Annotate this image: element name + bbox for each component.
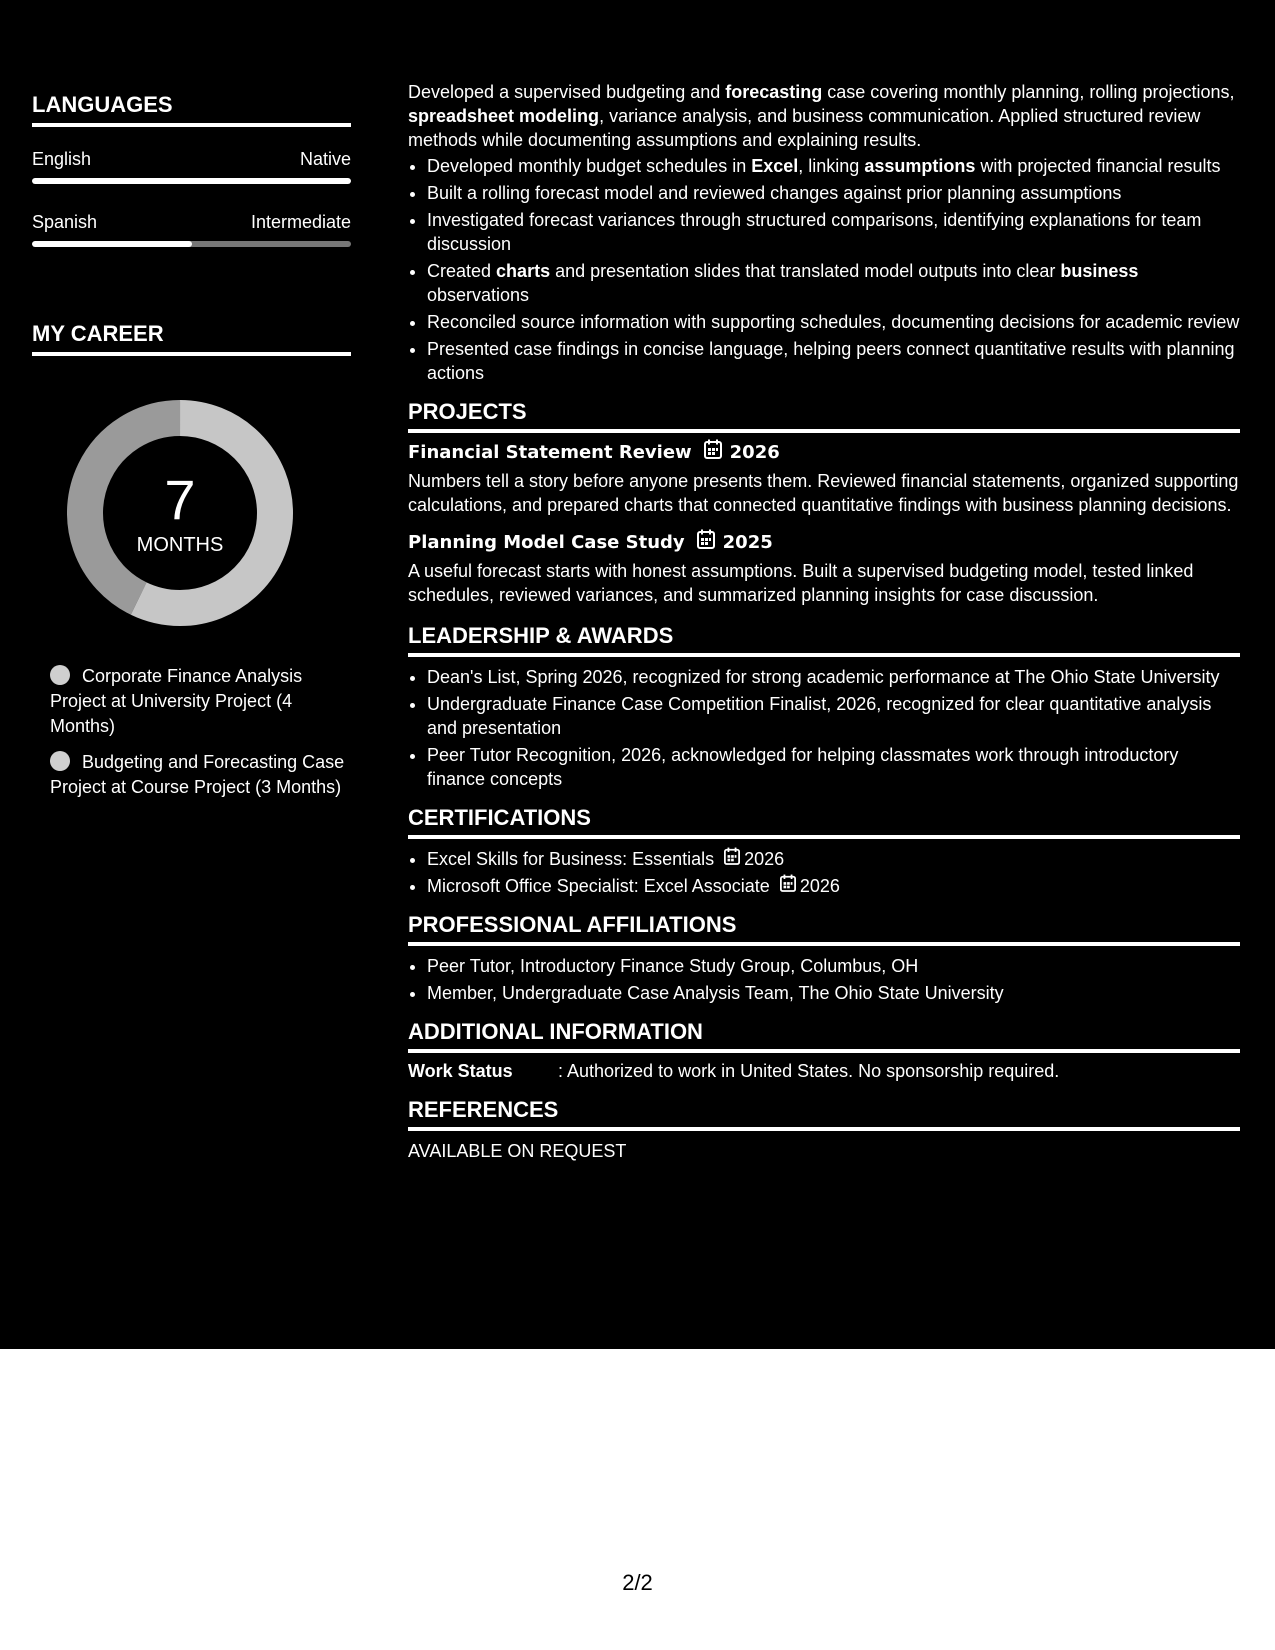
project-year: 2026 [729,442,780,463]
projects-heading: PROJECTS [408,399,1240,433]
certification-year: 2026 [799,876,840,896]
text-run: Developed a supervised budgeting and [408,82,726,102]
bold-text: assumptions [864,156,976,176]
language-level: Intermediate [250,212,351,232]
project-entry [408,529,1240,607]
career-item [50,750,351,800]
experience-bullet [427,154,1240,178]
affiliations-heading: PROFESSIONAL AFFILIATIONS [408,912,1240,946]
certifications-heading: CERTIFICATIONS [408,805,1240,839]
page-number: 2/2 [622,1570,653,1595]
references-text: AVAILABLE ON REQUEST [408,1141,627,1161]
bold-text: forecasting [725,82,823,102]
text-run: Presented case findings in concise language, helping peers connect quantitative results with planning actions [427,339,1235,383]
calendar-icon [697,529,715,557]
certification-name: • Excel Skills for Business: Essentials [427,849,715,869]
text-run: case covering monthly planning, rolling projections, [822,82,1235,102]
languages-heading: LANGUAGES [32,92,351,127]
text-run: observations [427,285,530,305]
work-status-value: : Authorized to work in United States. No sponsorship required. [558,1061,1060,1081]
language-name: English [32,149,92,169]
language-proficiency-fill [32,178,351,184]
language-spanish [32,211,351,247]
circle-bullet-icon [50,751,70,771]
certification-item [427,874,1240,898]
leadership-item: • Dean's List, Spring 2026, recognized for strong academic performance at The Ohio State University [427,665,1240,689]
experience-bullets [408,154,1240,385]
text-run: Created [427,261,497,281]
experience-bullet [427,337,1240,385]
sidebar [32,92,351,811]
leadership-list [408,665,1240,791]
certification-name: • Microsoft Office Specialist: Excel Associate [427,876,770,896]
language-english [32,148,351,184]
work-status-label: Work Status [408,1061,513,1081]
project-title: Financial Statement Review [408,442,692,463]
leadership-item: • Peer Tutor Recognition, 2026, acknowledged for helping classmates work through introductory finance concepts [427,743,1240,791]
certification-item [427,847,1240,871]
leadership-item: • Undergraduate Finance Case Competition Finalist, 2026, recognized for clear quantitative analysis and presentation [427,692,1240,740]
project-entry [408,439,1240,517]
text-run: , variance analysis, and business communication. Applied structured review methods while documenting assumptions and explaining results. [408,106,1201,150]
affiliations-list [408,954,1240,1005]
calendar-icon [704,439,722,467]
career-months-unit: MONTHS [136,534,224,556]
circle-bullet-icon [50,665,70,685]
experience-summary [408,80,1240,152]
main-content [408,80,1240,1163]
leadership-heading: LEADERSHIP & AWARDS [408,623,1240,657]
bold-text: spreadsheet modeling [408,106,600,126]
project-description: Numbers tell a story before anyone presents them. Reviewed financial statements, organized supporting calculations, and prepared charts that connected quantitative findings with business planning decisions. [408,471,1239,515]
calendar-icon [780,874,796,898]
calendar-icon [724,847,740,871]
experience-bullet [427,310,1240,334]
text-run: , linking [798,156,865,176]
text-run: with projected financial results [975,156,1221,176]
text-run: Investigated forecast variances through structured comparisons, identifying explanations for team discussion [427,210,1202,254]
language-level: Native [299,149,351,169]
text-run: and presentation slides that translated model outputs into clear [550,261,1061,281]
language-name: Spanish [32,212,98,232]
experience-bullet [427,259,1240,307]
certification-year: 2026 [744,849,785,869]
career-months-number: 7 [164,468,196,531]
project-description: A useful forecast starts with honest assumptions. Built a supervised budgeting model, tested linked schedules, reviewed variances, and summarized planning insights for case discussion. [408,561,1194,605]
bold-text: Excel [751,156,799,176]
experience-bullet [427,181,1240,205]
text-run: Reconciled source information with supporting schedules, documenting decisions for academic review [427,312,1240,332]
career-donut-chart [67,400,293,626]
text-run: Built a rolling forecast model and reviewed changes against prior planning assumptions [427,183,1122,203]
language-proficiency-fill [32,241,192,247]
career-heading: MY CAREER [32,321,351,356]
career-item-text: Budgeting and Forecasting Case Project at Course Project (3 Months) [50,752,345,797]
career-list [32,664,351,800]
language-proficiency-bar [32,241,351,247]
bold-text: business [1060,261,1139,281]
affiliation-item: • Member, Undergraduate Case Analysis Team, The Ohio State University [427,981,1240,1005]
additional-info-heading: ADDITIONAL INFORMATION [408,1019,1240,1053]
project-year: 2025 [722,532,773,553]
career-item-text: Corporate Finance Analysis Project at University Project (4 Months) [50,666,303,736]
project-title: Planning Model Case Study [408,532,685,553]
experience-bullet [427,208,1240,256]
bold-text: charts [496,261,551,281]
career-item [50,664,351,739]
language-proficiency-bar [32,178,351,184]
references-heading: REFERENCES [408,1097,1240,1131]
certifications-list [408,847,1240,898]
affiliation-item: • Peer Tutor, Introductory Finance Study Group, Columbus, OH [427,954,1240,978]
text-run: Developed monthly budget schedules in [427,156,752,176]
work-status-row [408,1059,1240,1083]
